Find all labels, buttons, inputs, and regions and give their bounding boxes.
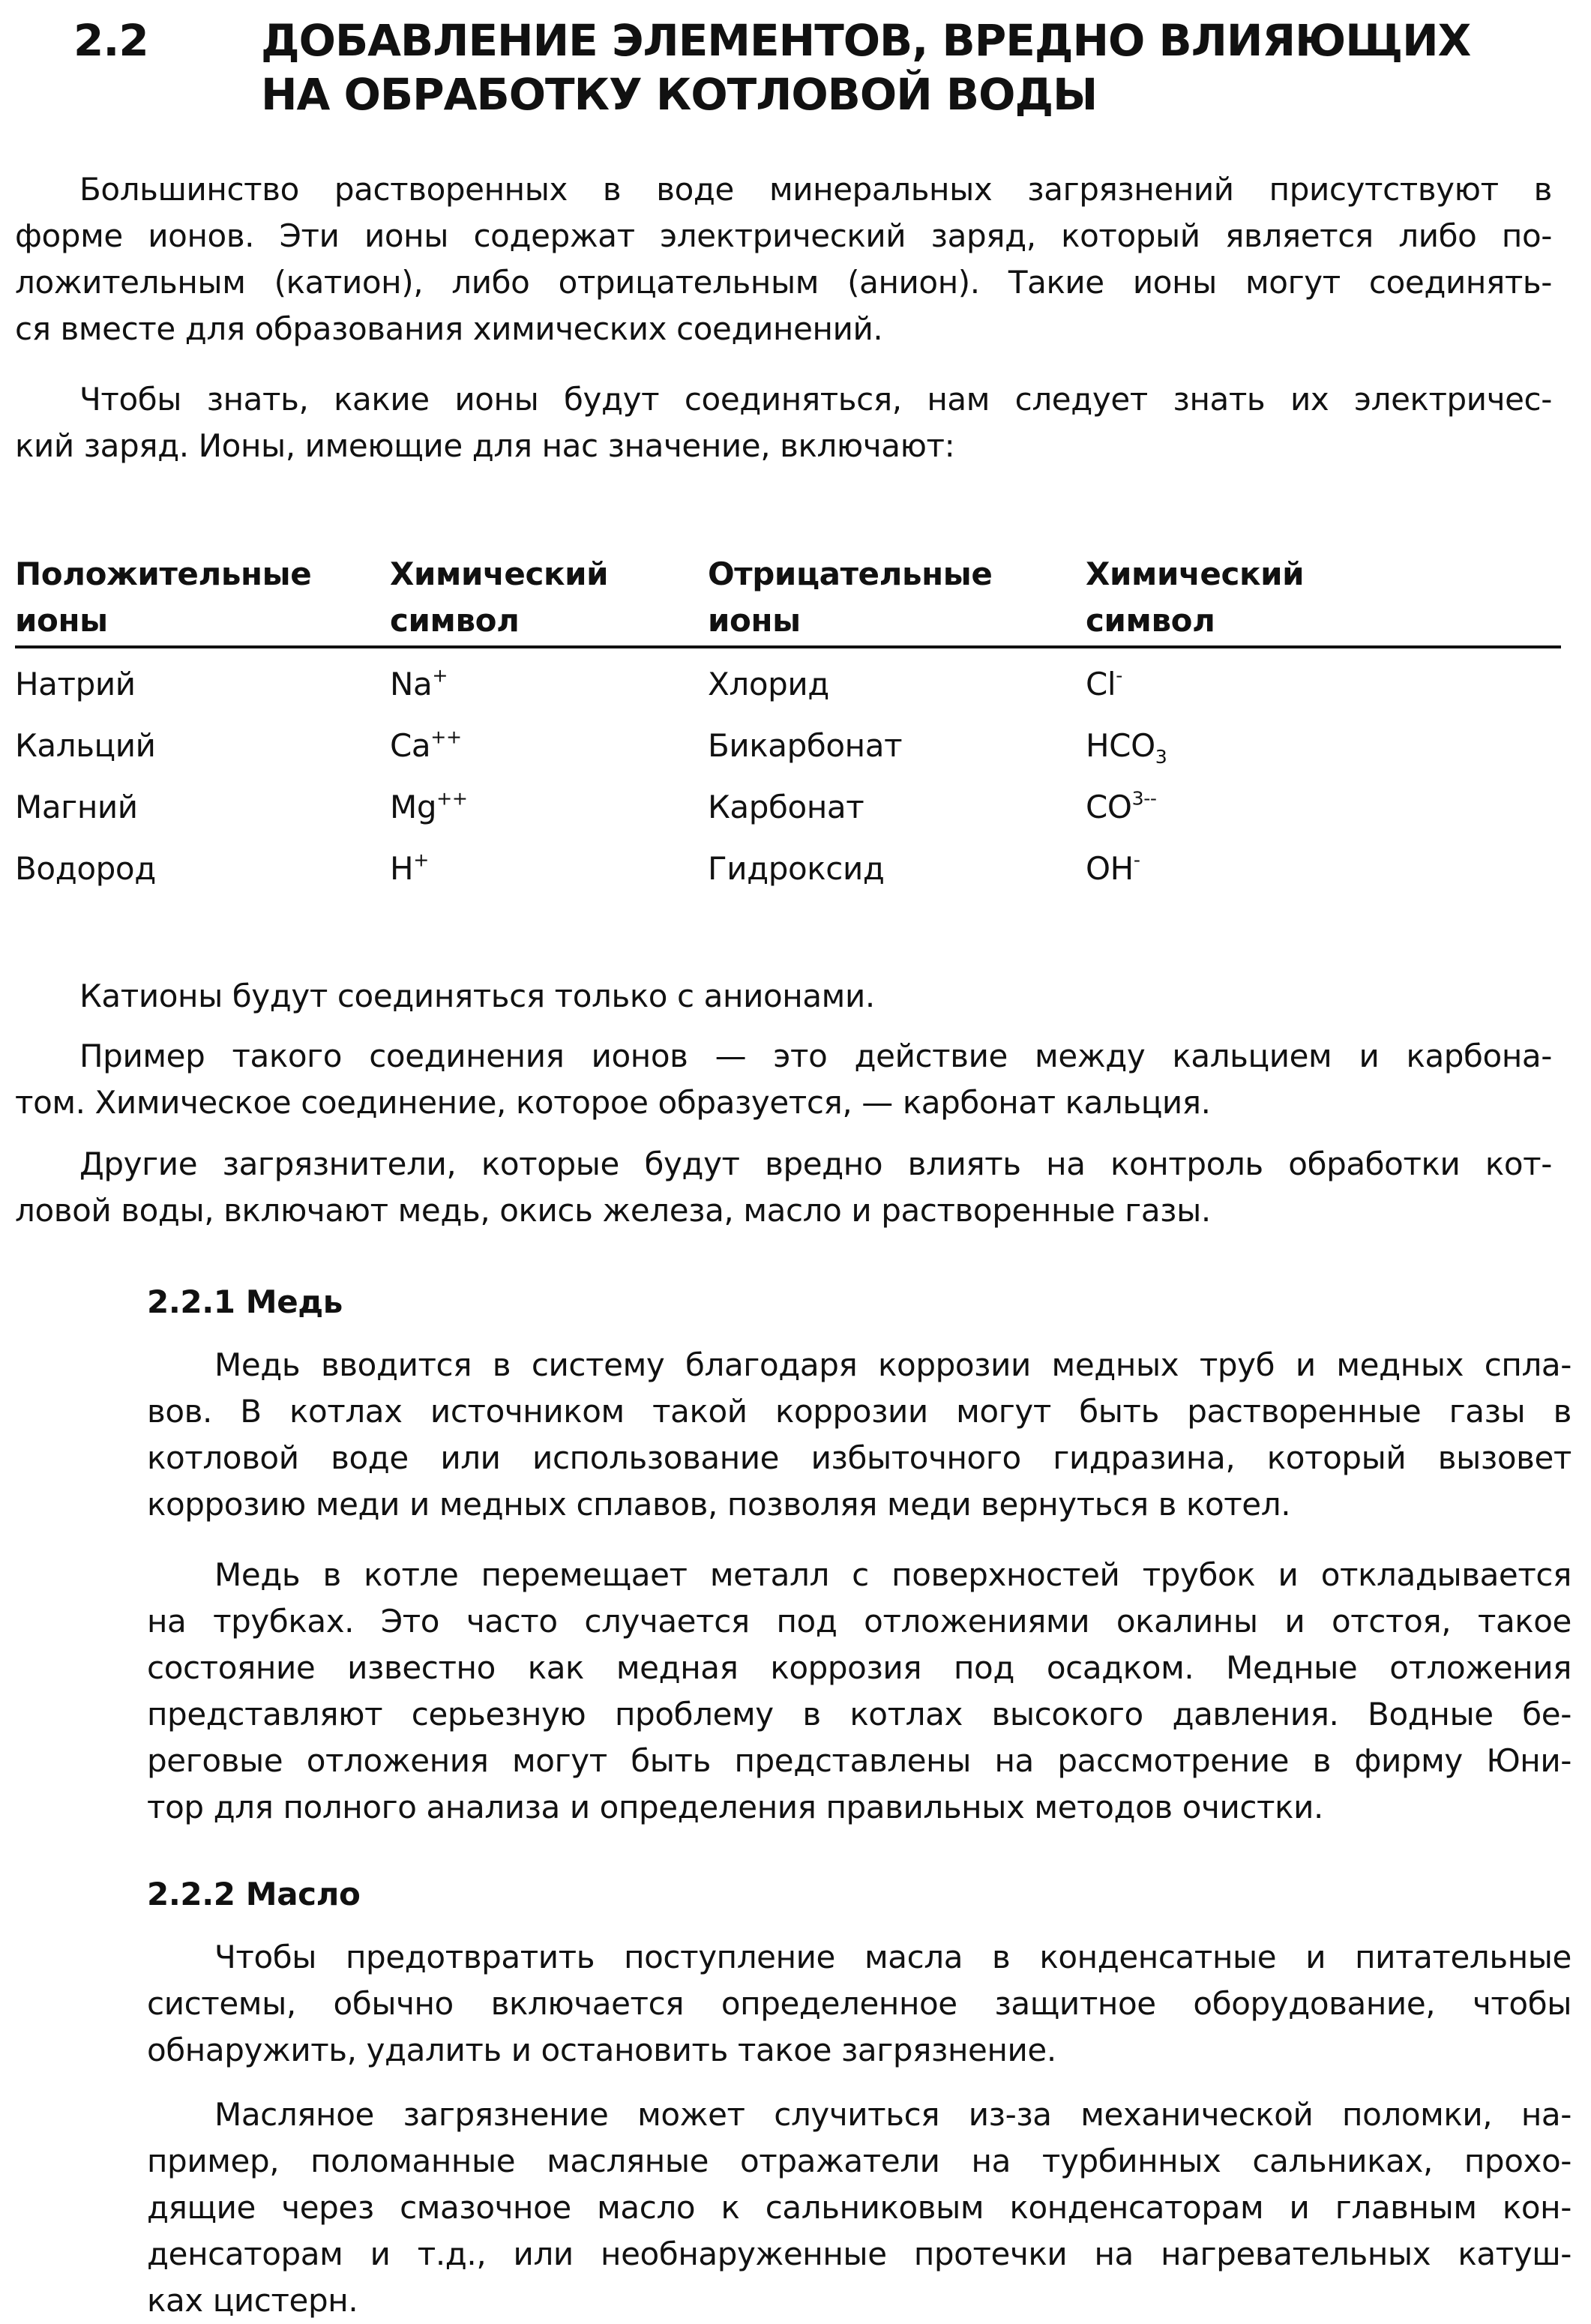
- table-cell-negative-ion: Карбонат: [708, 789, 864, 825]
- copper-paragraph-1: Медь вводится в систему благодаря коррозии медных труб и медных спла- вов. В котлах источником такой коррозии могут быть растворенные газы в котловой воде или использование избыточного гидразина, который вызовет коррозию меди и медных сплавов, позволяя меди вернуться в котел.: [147, 1346, 1572, 1523]
- subsection-heading-copper: 2.2.1 Медь: [147, 1283, 343, 1320]
- table-cell-negative-symbol: OH-: [1086, 849, 1140, 887]
- table-cell-positive-symbol: Mg++: [390, 787, 468, 825]
- table-header-rule: [15, 645, 1561, 648]
- table-cell-positive-ion: Магний: [15, 789, 138, 825]
- oil-paragraph-1: Чтобы предотвратить поступление масла в конденсатные и питательные системы, обычно включается определенное защитное оборудование, чтобы обнаружить, удалить и остановить такое загрязнение.: [147, 1939, 1572, 2068]
- section-title-line-2: НА ОБРАБОТКУ КОТЛОВОЙ ВОДЫ: [261, 69, 1098, 120]
- intro-paragraph-1: Большинство растворенных в воде минеральных загрязнений присутствуют в форме ионов. Эти ионы содержат электрический заряд, который является либо по- ложительным (катион), либо отрицательным (анион). Такие ионы могут соединять- ся вместе для образования химических соединений.: [15, 171, 1552, 347]
- table-cell-negative-ion: Гидроксид: [708, 850, 885, 887]
- after-table-paragraph-1: Катионы будут соединяться только с анионами.: [79, 978, 875, 1014]
- table-cell-negative-ion: Хлорид: [708, 666, 829, 702]
- table-cell-negative-symbol: $HCO_3$: [1086, 727, 1167, 768]
- after-table-paragraph-2: Пример такого соединения ионов — это действие между кальцием и карбона- том. Химическое соединение, которое образуется, — карбонат кальция.: [15, 1038, 1552, 1121]
- table-header-negative-ions: Отрицательные ионы: [708, 556, 993, 639]
- oil-paragraph-2: Масляное загрязнение может случиться из-за механической поломки, на- пример, поломанные масляные отражатели на турбинных сальниках, прохо- дящие через смазочное масло к сальниковым конденсаторам и главным кон- денсаторам и т.д., или необнаруженные протечки на нагревательных катуш- ках цистерн.: [147, 2096, 1572, 2319]
- table-cell-positive-symbol: Ca++: [390, 726, 462, 764]
- table-cell-positive-ion: Кальций: [15, 727, 156, 764]
- copper-paragraph-2: Медь в котле перемещает металл с поверхностей трубок и откладывается на трубках. Это часто случается под отложениями окалины и отстоя, такое состояние известно как медная коррозия под осадком. Медные отложения представляют серьезную проблему в котлах высокого давления. Водные бе- реговые отложения могут быть представлены на рассмотрение в фирму Юни- тор для полного анализа и определения правильных методов очистки.: [147, 1556, 1572, 1825]
- section-title-line-1: ДОБАВЛЕНИЕ ЭЛЕМЕНТОВ, ВРЕДНО ВЛИЯЮЩИХ: [261, 15, 1471, 66]
- table-cell-positive-symbol: Na+: [390, 664, 448, 702]
- table-cell-positive-symbol: H+: [390, 849, 429, 887]
- section-number: 2.2: [73, 15, 148, 66]
- table-header-symbol-1: Химический символ: [390, 556, 609, 639]
- table-header-symbol-2: Химический символ: [1086, 556, 1305, 639]
- table-cell-negative-ion: Бикарбонат: [708, 727, 903, 764]
- intro-paragraph-2: Чтобы знать, какие ионы будут соединяться, нам следует знать их электричес- кий заряд. Ионы, имеющие для нас значение, включают:: [15, 381, 1552, 464]
- subsection-heading-oil: 2.2.2 Масло: [147, 1876, 361, 1912]
- table-cell-positive-ion: Натрий: [15, 666, 136, 702]
- table-cell-negative-symbol: $CO^{3--}$: [1086, 787, 1157, 825]
- table-header-positive-ions: Положительные ионы: [15, 556, 312, 639]
- table-cell-negative-symbol: Cl-: [1086, 664, 1122, 702]
- table-cell-positive-ion: Водород: [15, 850, 156, 887]
- after-table-paragraph-3: Другие загрязнители, которые будут вредно влиять на контроль обработки кот- ловой воды, включают медь, окись железа, масло и растворенные газы.: [15, 1146, 1552, 1229]
